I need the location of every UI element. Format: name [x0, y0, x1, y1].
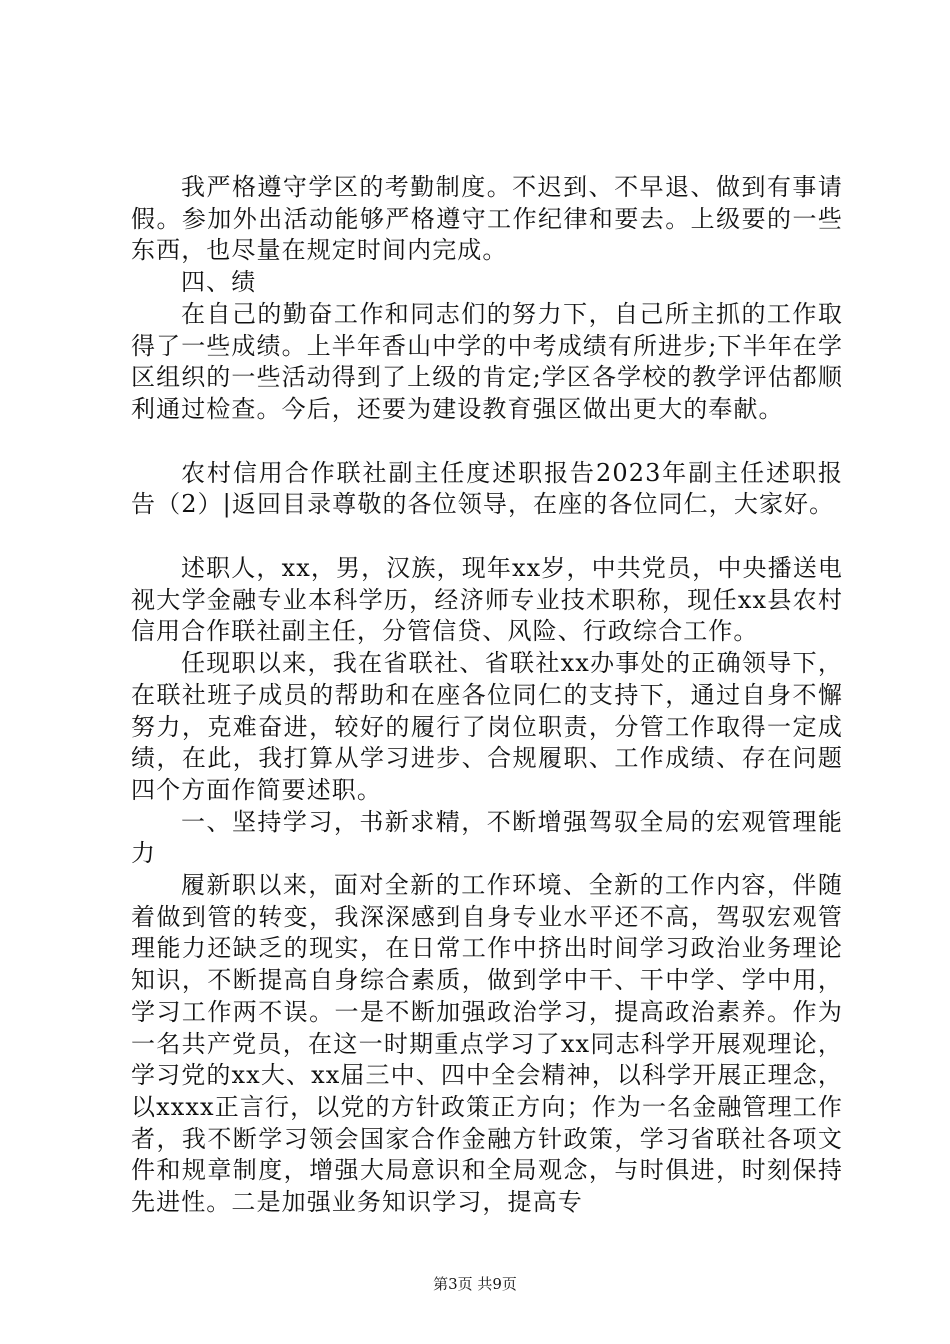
paragraph-spacer	[131, 521, 843, 553]
paragraph-spacer	[131, 426, 843, 458]
paragraph-reporter-info: 述职人，xx，男，汉族，现年xx岁，中共党员，中央播送电视大学金融专业本科学历，经济师专业技术职称，现任xx县农村信用合作联社副主任，分管信贷、风险、行政综合工作。	[131, 554, 843, 646]
paragraph-achievements: 在自己的勤奋工作和同志们的努力下，自己所主抓的工作取得了一些成绩。上半年香山中学的中考成绩有所进步;下半年在学区组织的一些活动得到了上级的肯定;学区各学校的教学评估都顺利通过检查。今后，还要为建设教育强区做出更大的奉献。	[131, 299, 843, 423]
page-number-footer: 第3页 共9页	[433, 1275, 517, 1293]
section-heading-study: 一、坚持学习，书新求精，不断增强驾驭全局的宏观管理能力	[131, 807, 843, 868]
paragraph-tenure-intro: 任现职以来，我在省联社、省联社xx办事处的正确领导下，在联社班子成员的帮助和在座各位同仁的支持下，通过自身不懈努力，克难奋进，较好的履行了岗位职责，分管工作取得一定成绩，在此，我打算从学习进步、合规履职、工作成绩、存在问题四个方面作简要述职。	[131, 649, 843, 804]
document-body	[131, 172, 843, 1219]
section-heading-results: 四、绩	[181, 268, 257, 297]
paragraph-study-details: 履新职以来，面对全新的工作环境、全新的工作内容，伴随着做到管的转变，我深深感到自身专业水平还不高，驾驭宏观管理能力还缺乏的现实，在日常工作中挤出时间学习政治业务理论知识，不断提高自身综合素质，做到学中干、干中学、学中用，学习工作两不误。一是不断加强政治学习，提高政治素养。作为一名共产党员，在这一时期重点学习了xx同志科学开展观理论，学习党的xx大、xx届三中、四中全会精神，以科学开展正理念，以xxxx正言行，以党的方针政策正方向；作为一名金融管理工作者，我不断学习领会国家合作金融方针政策，学习省联社各项文件和规章制度，增强大局意识和全局观念，与时俱进，时刻保持先进性。二是加强业务知识学习，提高专	[131, 871, 843, 1217]
paragraph-attendance: 我严格遵守学区的考勤制度。不迟到、不早退、做到有事请假。参加外出活动能够严格遵守工作纪律和要去。上级要的一些东西，也尽量在规定时间内完成。	[131, 173, 843, 265]
paragraph-report-title: 农村信用合作联社副主任度述职报告2023年副主任述职报告（2）|返回目录尊敬的各位领导，在座的各位同仁，大家好。	[131, 458, 843, 519]
